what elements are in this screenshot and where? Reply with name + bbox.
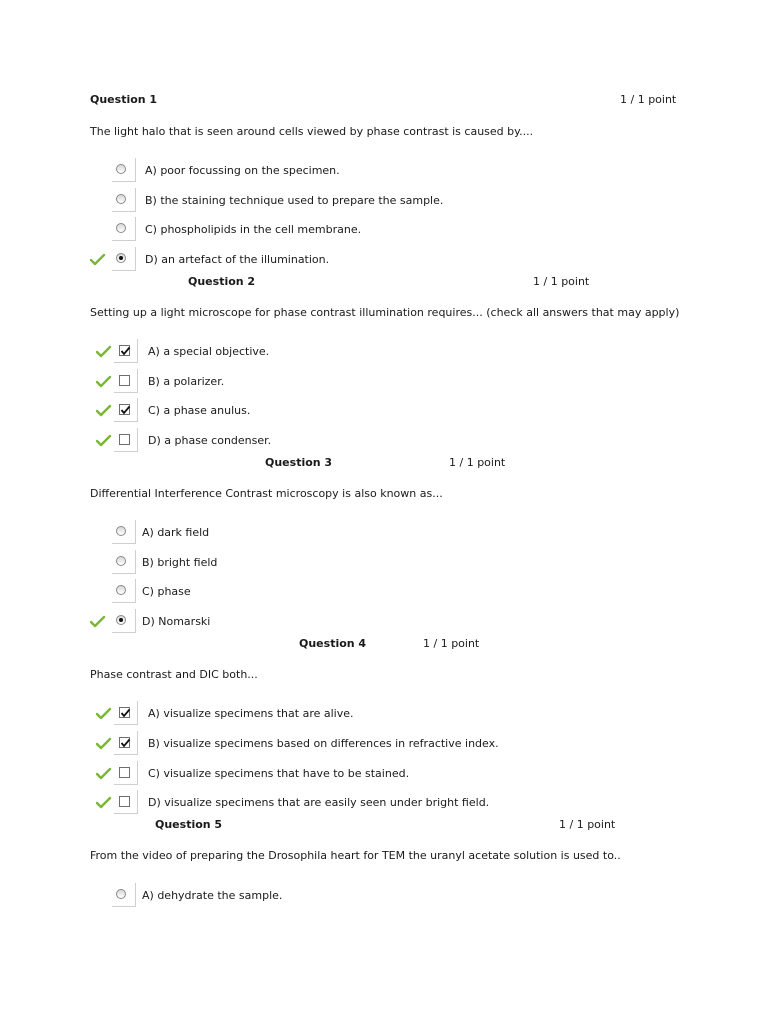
answer-label: B) visualize specimens based on differences in refractive index. — [148, 737, 499, 750]
checkbox-icon[interactable] — [119, 404, 130, 415]
answer-label: A) visualize specimens that are alive. — [148, 707, 354, 720]
answer-control-frame — [112, 520, 136, 544]
question-4-title: Question 4 — [299, 637, 367, 650]
checkmark-icon — [120, 708, 131, 719]
answer-label: B) bright field — [142, 556, 218, 569]
answer-control-frame — [112, 217, 136, 241]
answer-control-frame — [112, 188, 136, 212]
answer-control-frame — [112, 550, 136, 574]
checkbox-icon[interactable] — [119, 796, 130, 807]
checkbox-icon[interactable] — [119, 707, 130, 718]
checkmark-icon — [120, 738, 131, 749]
answer-label: C) a phase anulus. — [148, 404, 251, 417]
check-icon — [96, 345, 112, 359]
answer-row[interactable] — [90, 247, 690, 273]
answer-label: D) visualize specimens that are easily seen under bright field. — [148, 796, 490, 809]
answer-row[interactable] — [90, 217, 690, 243]
answer-label: B) a polarizer. — [148, 375, 225, 388]
question-5-text: From the video of preparing the Drosophila heart for TEM the uranyl acetate solution is used to.. — [90, 849, 621, 862]
checkbox-icon[interactable] — [119, 345, 130, 356]
check-icon — [96, 707, 112, 721]
radio-icon[interactable] — [116, 889, 126, 899]
check-icon — [96, 737, 112, 751]
radio-icon[interactable] — [116, 223, 126, 233]
question-1-title: Question 1 — [90, 93, 158, 106]
check-icon — [90, 253, 106, 267]
answer-control-frame — [114, 339, 138, 363]
answer-row[interactable] — [90, 188, 690, 214]
question-5-points: 1 / 1 point — [559, 818, 616, 831]
answer-row[interactable] — [90, 158, 690, 184]
answer-row[interactable] — [90, 579, 690, 605]
answer-row[interactable] — [96, 398, 696, 424]
answer-row[interactable] — [96, 369, 696, 395]
answer-row[interactable] — [90, 550, 690, 576]
answer-label: A) dark field — [142, 526, 210, 539]
check-icon — [96, 375, 112, 389]
question-4-text: Phase contrast and DIC both... — [90, 668, 258, 681]
question-2-points: 1 / 1 point — [533, 275, 590, 288]
answer-label: D) Nomarski — [142, 615, 211, 628]
answer-row[interactable] — [96, 339, 696, 365]
radio-icon[interactable] — [116, 556, 126, 566]
answer-control-frame — [114, 701, 138, 725]
question-3-title: Question 3 — [265, 456, 333, 469]
answer-row[interactable] — [90, 520, 690, 546]
question-3-text: Differential Interference Contrast microscopy is also known as... — [90, 487, 443, 500]
answer-control-frame — [114, 731, 138, 755]
answer-label: B) the staining technique used to prepare the sample. — [145, 194, 444, 207]
answer-control-frame — [114, 790, 138, 814]
answer-control-frame — [112, 158, 136, 182]
checkmark-icon — [120, 346, 131, 357]
answer-control-frame — [112, 579, 136, 603]
answer-label: A) a special objective. — [148, 345, 270, 358]
radio-icon[interactable] — [116, 585, 126, 595]
answer-label: C) phospholipids in the cell membrane. — [145, 223, 362, 236]
answer-control-frame — [114, 398, 138, 422]
checkbox-icon[interactable] — [119, 434, 130, 445]
answer-control-frame — [112, 609, 136, 633]
answer-label: D) an artefact of the illumination. — [145, 253, 330, 266]
answer-row[interactable] — [96, 790, 696, 816]
answer-label: C) phase — [142, 585, 191, 598]
radio-icon[interactable] — [116, 164, 126, 174]
checkbox-icon[interactable] — [119, 767, 130, 778]
question-2-text: Setting up a light microscope for phase contrast illumination requires... (check all answers that may apply) — [90, 306, 680, 319]
question-2-title: Question 2 — [188, 275, 256, 288]
check-icon — [90, 615, 106, 629]
answer-row[interactable] — [96, 761, 696, 787]
answer-row[interactable] — [96, 428, 696, 454]
answer-control-frame — [112, 247, 136, 271]
check-icon — [96, 434, 112, 448]
answer-label: A) dehydrate the sample. — [142, 889, 283, 902]
answer-row[interactable] — [90, 609, 690, 635]
answer-control-frame — [112, 883, 136, 907]
check-icon — [96, 796, 112, 810]
answer-control-frame — [114, 428, 138, 452]
checkbox-icon[interactable] — [119, 375, 130, 386]
answer-row[interactable] — [96, 731, 696, 757]
question-5-title: Question 5 — [155, 818, 223, 831]
checkmark-icon — [120, 405, 131, 416]
checkbox-icon[interactable] — [119, 737, 130, 748]
answer-label: D) a phase condenser. — [148, 434, 272, 447]
question-1-text: The light halo that is seen around cells viewed by phase contrast is caused by.... — [90, 125, 534, 138]
check-icon — [96, 404, 112, 418]
question-1-points: 1 / 1 point — [620, 93, 677, 106]
question-3-points: 1 / 1 point — [449, 456, 506, 469]
radio-icon[interactable] — [116, 526, 126, 536]
answer-row[interactable] — [96, 701, 696, 727]
radio-icon[interactable] — [116, 253, 126, 263]
radio-icon[interactable] — [116, 615, 126, 625]
answer-label: C) visualize specimens that have to be stained. — [148, 767, 410, 780]
question-4-points: 1 / 1 point — [423, 637, 480, 650]
answer-control-frame — [114, 369, 138, 393]
answer-control-frame — [114, 761, 138, 785]
answer-row[interactable] — [90, 883, 690, 909]
radio-icon[interactable] — [116, 194, 126, 204]
answer-label: A) poor focussing on the specimen. — [145, 164, 340, 177]
check-icon — [96, 767, 112, 781]
